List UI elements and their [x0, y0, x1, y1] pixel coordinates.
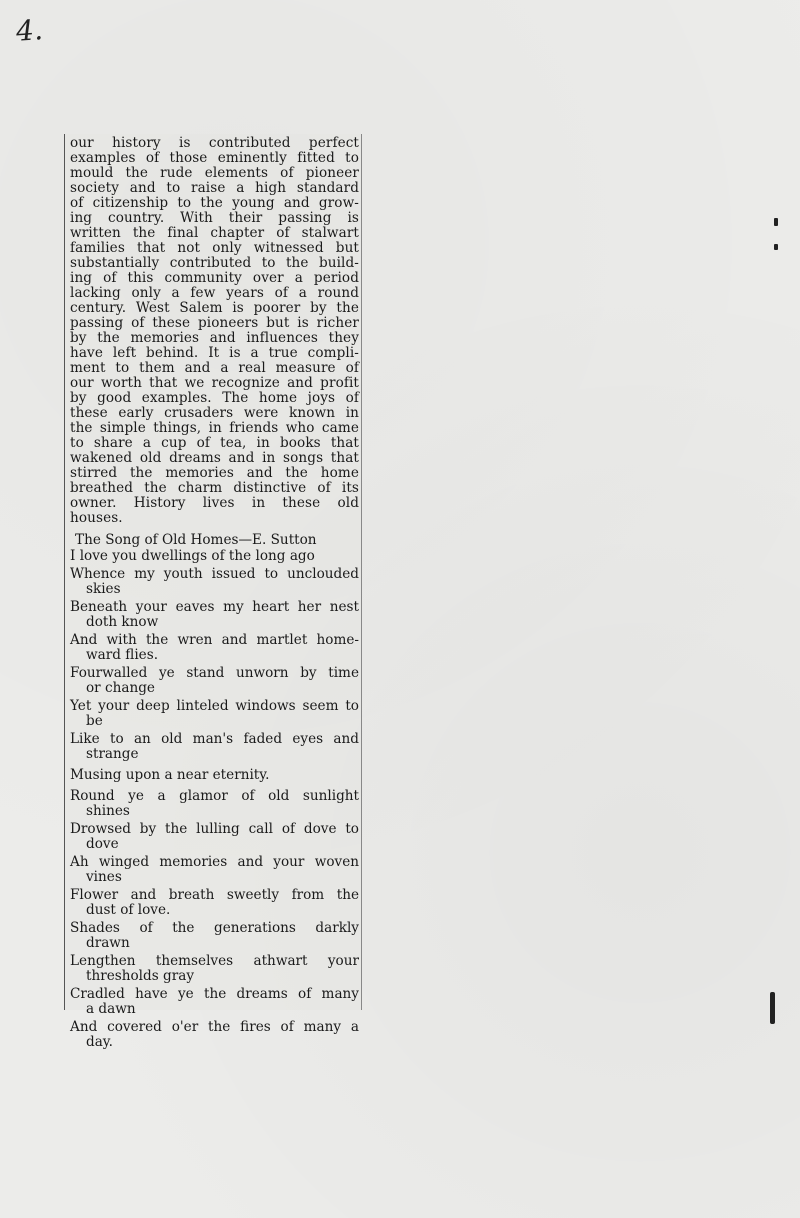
article-line: our history is contributed perfect — [70, 135, 359, 151]
poem-line: And covered o'er the fires of many a — [70, 1019, 359, 1035]
article-line: examples of those eminently fitted to — [70, 150, 359, 166]
poem-line: I love you dwellings of the long ago — [70, 548, 315, 564]
poem-verse — [70, 732, 359, 762]
poem-verse — [70, 768, 359, 783]
newspaper-clipping — [64, 134, 362, 1050]
article-line: the simple things, in friends who came — [70, 420, 359, 436]
article-line: houses. — [70, 510, 123, 526]
poem-line-continuation: doth know — [86, 614, 159, 630]
poem-line: Musing upon a near eternity. — [70, 767, 270, 783]
article-line: ing of this community over a period — [70, 270, 359, 286]
poem-verse — [70, 633, 359, 663]
article-line: families that not only witnessed but — [70, 240, 359, 256]
article-line: mould the rude elements of pioneer — [70, 165, 359, 181]
article-line: breathed the charm distinctive of its — [70, 480, 359, 496]
poem-verse — [70, 987, 359, 1017]
article-line: by the memories and influences they — [70, 330, 359, 346]
poem-verse — [70, 822, 359, 852]
poem-line-continuation: dust of love. — [86, 902, 171, 918]
poem-line: Like to an old man's faded eyes and — [70, 731, 359, 747]
article-line: owner. History lives in these old — [70, 495, 359, 511]
poem-line-continuation: day. — [86, 1034, 114, 1050]
poem-line-continuation: drawn — [86, 935, 130, 951]
poem-line-continuation: be — [86, 713, 103, 729]
poem-line: Fourwalled ye stand unworn by time — [70, 665, 359, 681]
poem-verse — [70, 567, 359, 597]
article-line: passing of these pioneers but is richer — [70, 315, 359, 331]
poem-line: Shades of the generations darkly — [70, 920, 359, 936]
page-number: 4. — [14, 13, 44, 48]
poem-verse — [70, 666, 359, 696]
poem-line: Beneath your eaves my heart her nest — [70, 599, 359, 615]
poem-body — [70, 549, 359, 1050]
poem-line: Drowsed by the lulling call of dove to — [70, 821, 359, 837]
scan-mark — [774, 218, 778, 226]
poem-verse — [70, 789, 359, 819]
poem-line: Whence my youth issued to unclouded — [70, 566, 359, 582]
poem-line: And with the wren and martlet home- — [70, 632, 359, 648]
article-line: ment to them and a real measure of — [70, 360, 359, 376]
article-line: substantially contributed to the build- — [70, 255, 359, 271]
poem-line-continuation: shines — [86, 803, 130, 819]
article-line: by good examples. The home joys of — [70, 390, 359, 406]
article-line: century. West Salem is poorer by the — [70, 300, 359, 316]
article-line: ing country. With their passing is — [70, 210, 359, 226]
poem-verse — [70, 549, 359, 564]
poem-line: Ah winged memories and your woven — [70, 854, 359, 870]
poem-verse — [70, 1020, 359, 1050]
poem-title: The Song of Old Homes—E. Sutton — [75, 532, 317, 548]
poem-line: Yet your deep linteled windows seem to — [70, 698, 359, 714]
article-line: written the final chapter of stalwart — [70, 225, 359, 241]
poem-line: Round ye a glamor of old sunlight — [70, 788, 359, 804]
article-line: society and to raise a high standard — [70, 180, 359, 196]
poem-verse — [70, 699, 359, 729]
poem-verse — [70, 855, 359, 885]
poem-line-continuation: strange — [86, 746, 139, 762]
poem-line-continuation: dove — [86, 836, 119, 852]
article-line: stirred the memories and the home — [70, 465, 359, 481]
poem-verse — [70, 600, 359, 630]
poem-line-continuation: a dawn — [86, 1001, 136, 1017]
article-line: wakened old dreams and in songs that — [70, 450, 359, 466]
poem-verse — [70, 921, 359, 951]
poem-verse — [70, 954, 359, 984]
poem-line-continuation: ward flies. — [86, 647, 159, 663]
poem-line-continuation: or change — [86, 680, 155, 696]
poem-line: Lengthen themselves athwart your — [70, 953, 359, 969]
article-body — [70, 136, 359, 526]
article-line: our worth that we recognize and profit — [70, 375, 359, 391]
article-line: to share a cup of tea, in books that — [70, 435, 359, 451]
poem-verse — [70, 888, 359, 918]
poem-line: Flower and breath sweetly from the — [70, 887, 359, 903]
article-line: lacking only a few years of a round — [70, 285, 359, 301]
article-line: have left behind. It is a true compli- — [70, 345, 359, 361]
poem-line: Cradled have ye the dreams of many — [70, 986, 359, 1002]
scan-mark — [774, 244, 778, 250]
scan-mark — [770, 992, 775, 1024]
poem-line-continuation: vines — [86, 869, 122, 885]
article-line: of citizenship to the young and grow- — [70, 195, 359, 211]
poem-line-continuation: thresholds gray — [86, 968, 195, 984]
article-line: these early crusaders were known in — [70, 405, 359, 421]
poem-line-continuation: skies — [86, 581, 121, 597]
